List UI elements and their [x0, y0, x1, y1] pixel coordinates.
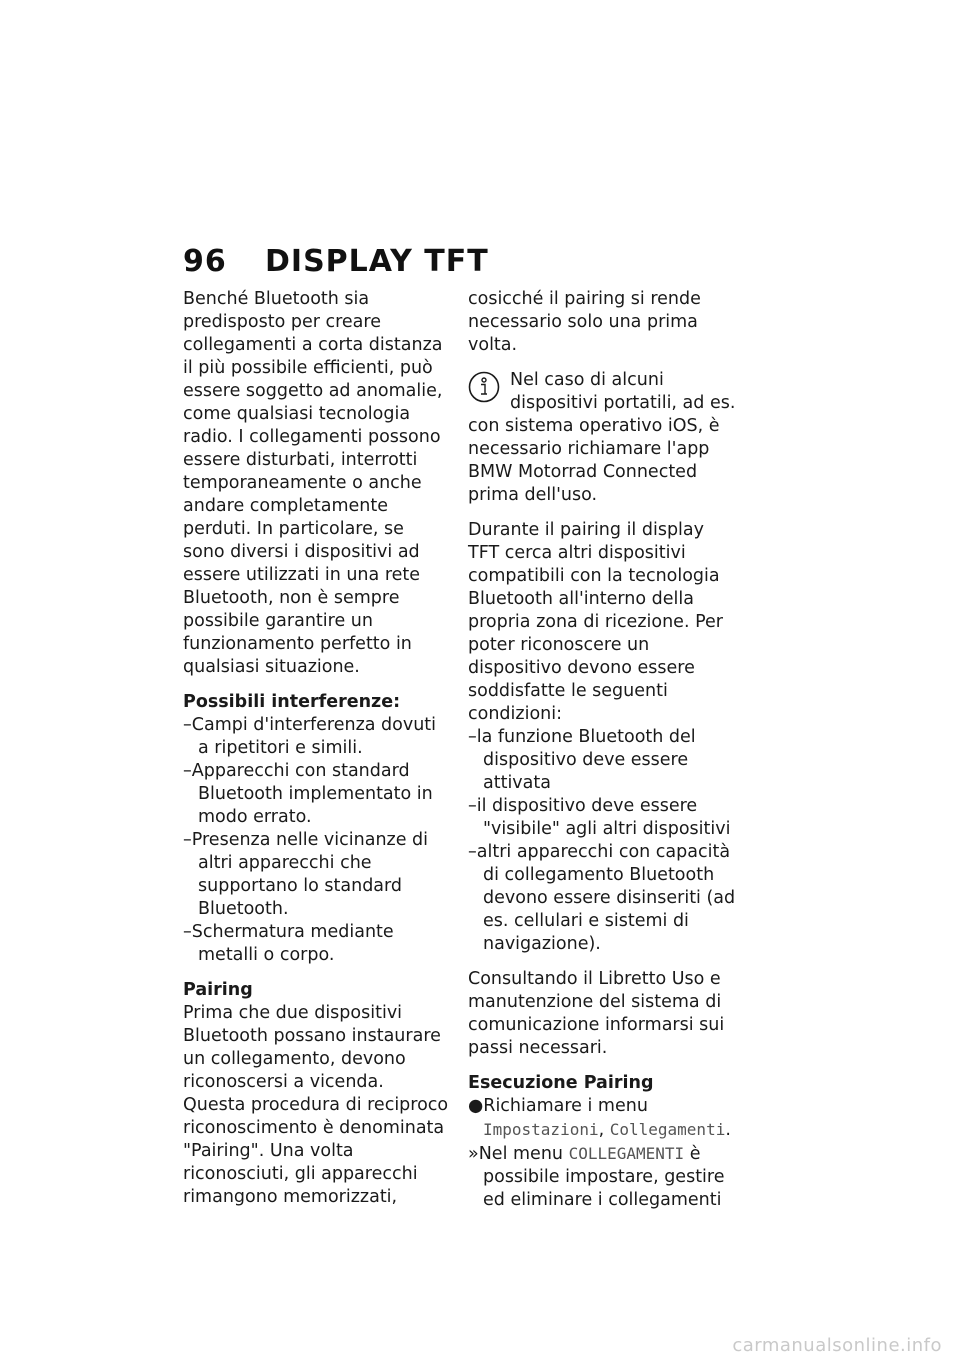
pairing-paragraph: Prima che due dispositivi Bluetooth possano instaurare un collegamento, devono riconoscersi a vicenda. Questa procedura di reciproco riconoscimento è denominata "Pairing". Una volta riconosciuti, gli apparecchi rimangono memorizzati,: [183, 1003, 449, 1207]
interference-heading: Possibili interferenze:: [183, 692, 401, 712]
menu-collegamenti: Collegamenti: [609, 1120, 726, 1139]
page-number: 96: [183, 244, 227, 279]
page-title: DISPLAY TFT: [265, 244, 489, 279]
page-header: [183, 244, 489, 279]
menu-impostazioni: Impostazioni: [483, 1120, 599, 1139]
note-text-rest: con sistema operativo iOS, è necessario richiamare l'app BMW Motorrad Connected prima dell'uso.: [468, 416, 720, 505]
consult-paragraph: Consultando il Libretto Uso e manutenzione del sistema di comunicazione informarsi sui passi necessari.: [468, 969, 725, 1058]
pairing-search-paragraph: Durante il pairing il display TFT cerca altri dispositivi compatibili con la tecnologia Bluetooth all'interno della propria zona di ricezione. Per poter riconoscere un dispositivo devono essere soddisfatte le seguenti condizioni:: [468, 520, 723, 724]
result-icon: »: [468, 1144, 479, 1164]
note-text-first: Nel caso di alcuni dispositivi portatili, ad es.: [510, 370, 736, 413]
list-item: –la funzione Bluetooth del dispositivo deve essere attivata: [468, 727, 696, 793]
interference-list: [183, 714, 449, 967]
step-item: ●Richiamare i menu Impostazioni, Collegamenti.: [468, 1096, 731, 1140]
left-column: [183, 288, 449, 1221]
step-item: »Nel menu COLLEGAMENTI è possibile impostare, gestire ed eliminare i collegamenti: [468, 1144, 725, 1210]
list-item: –il dispositivo deve essere "visibile" agli altri dispositivi: [468, 796, 731, 839]
pairing-heading: Pairing: [183, 980, 253, 1000]
steps-list: [468, 1095, 736, 1212]
list-item: –Apparecchi con standard Bluetooth implementato in modo errato.: [183, 761, 433, 827]
list-item: –Presenza nelle vicinanze di altri apparecchi che supportano lo standard Bluetooth.: [183, 830, 429, 919]
list-item: –altri apparecchi con capacità di collegamento Bluetooth devono essere disinseriti (ad es. cellulari e sistemi di navigazione).: [468, 842, 736, 954]
bullet-icon: ●: [468, 1096, 484, 1116]
info-note: [468, 369, 736, 415]
conditions-list: [468, 726, 736, 956]
watermark: carmanualsonline.info: [732, 1335, 942, 1356]
continuation-paragraph: cosicché il pairing si rende necessario solo una prima volta.: [468, 289, 701, 355]
intro-paragraph: Benché Bluetooth sia predisposto per creare collegamenti a corta distanza il più possibile efficienti, può essere soggetto ad anomalie, come qualsiasi tecnologia radio. I collegamenti possono essere disturbati, interrotti temporaneamente o anche andare completamente perduti. In particolare, se sono diversi i dispositivi ad essere utilizzati in una rete Bluetooth, non è sempre possibile garantire un funzionamento perfetto in qualsiasi situazione.: [183, 289, 443, 677]
right-column: [468, 288, 736, 1224]
exec-pairing-heading: Esecuzione Pairing: [468, 1073, 654, 1093]
info-icon: [468, 371, 500, 403]
list-item: –Campi d'interferenza dovuti a ripetitori e simili.: [183, 715, 437, 758]
menu-collegamenti-caps: COLLEGAMENTI: [568, 1144, 685, 1163]
list-item: –Schermatura mediante metalli o corpo.: [183, 922, 394, 965]
